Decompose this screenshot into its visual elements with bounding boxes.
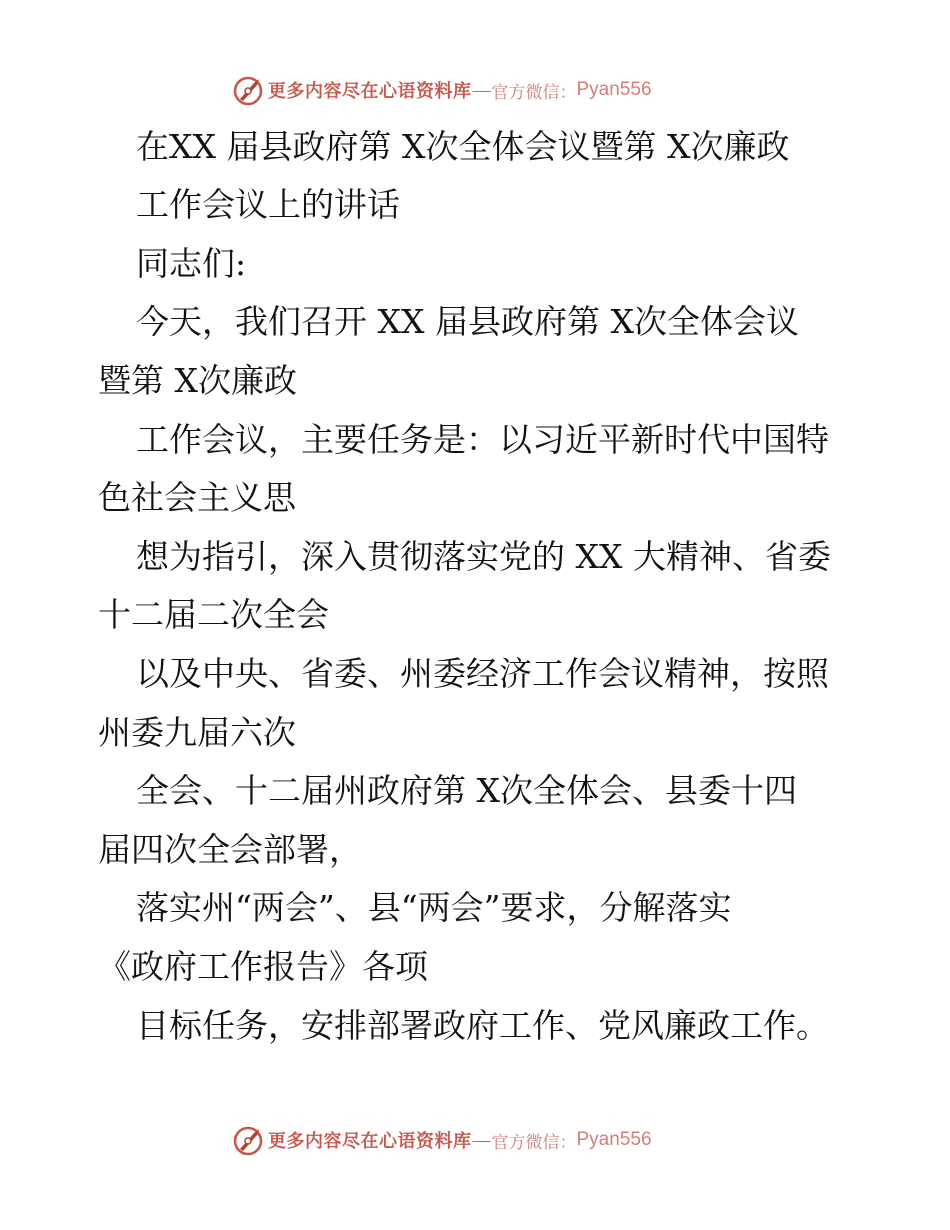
footer-watermark <box>232 1122 652 1158</box>
paragraph-line: 想为指引，深入贯彻落实党的 XX 大精神、省委 <box>136 537 831 576</box>
header-watermark <box>232 72 652 108</box>
watermark-separator: — <box>472 1129 491 1150</box>
paragraph-line: 工作会议，主要任务是：以习近平新时代中国特 <box>136 420 829 459</box>
wechat-label: 官方微信： <box>491 1132 577 1153</box>
watermark-text: 更多内容尽在心语资料库 <box>268 1131 472 1152</box>
wechat-id: Pyan556 <box>576 1129 652 1150</box>
paragraph-line: 以及中央、省委、州委经济工作会议精神，按照 <box>136 654 829 693</box>
paragraph-line: 色社会主义思 <box>98 478 296 517</box>
pen-nib-logo-icon <box>232 73 266 107</box>
paragraph-line: 落实州“两会”、县“两会”要求，分解落实 <box>136 888 732 927</box>
paragraph-line: 届四次全会部署， <box>98 830 362 869</box>
paragraph-line: 全会、十二届州政府第 X次全体会、县委十四 <box>136 771 797 810</box>
paragraph-line: 暨第 X次廉政 <box>98 361 297 400</box>
paragraph-line: 州委九届六次 <box>98 713 296 752</box>
watermark-text: 更多内容尽在心语资料库 <box>268 81 472 102</box>
pen-nib-logo-icon <box>232 1123 266 1157</box>
salutation: 同志们: <box>136 244 247 283</box>
paragraph-line: 今天，我们召开 XX 届县政府第 X次全体会议 <box>136 302 799 341</box>
paragraph-line: 十二届二次全会 <box>98 595 329 634</box>
paragraph-line: 目标任务，安排部署政府工作、党风廉政工作。 <box>136 1006 829 1045</box>
wechat-id: Pyan556 <box>576 79 652 100</box>
paragraph-line: 《政府工作报告》各项 <box>98 947 428 986</box>
title-line: 在XX 届县政府第 X次全体会议暨第 X次廉政 <box>136 127 790 166</box>
title-line: 工作会议上的讲话 <box>136 185 400 224</box>
wechat-label: 官方微信： <box>491 82 577 103</box>
watermark-separator: — <box>472 79 491 100</box>
